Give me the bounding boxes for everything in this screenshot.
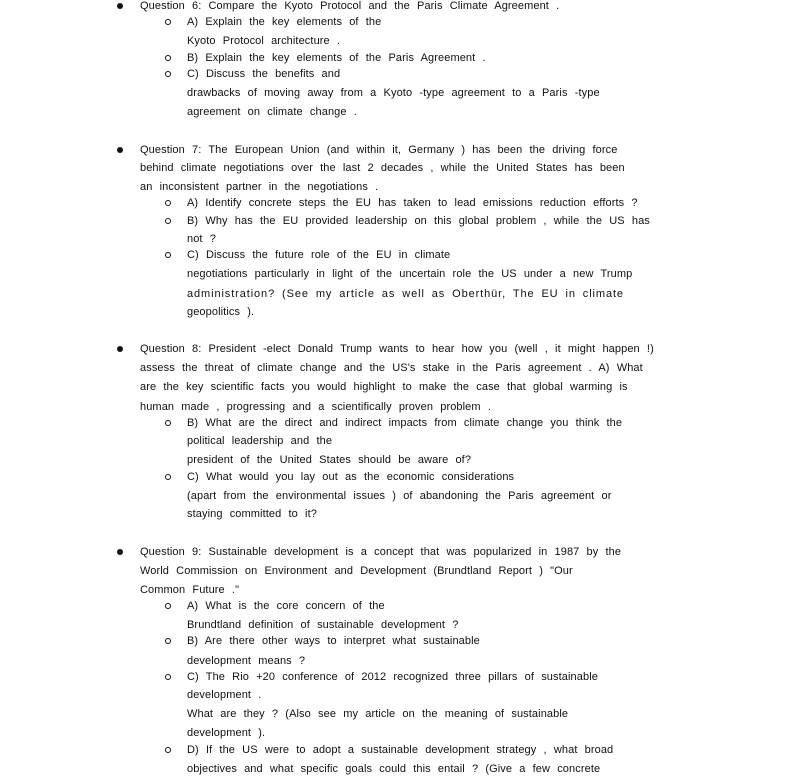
subquestion-text: agreement on climate change . <box>187 106 357 118</box>
question-text: Common Future ." <box>140 584 240 596</box>
bullet-icon <box>117 346 123 352</box>
bullet-icon <box>117 147 123 153</box>
sub-bullet-icon <box>165 200 171 206</box>
subquestion-text: C) Discuss the benefits and <box>187 68 341 80</box>
bullet-icon <box>117 549 123 555</box>
question-text: Question 9: Sustainable development is a concept that was popularized in 1987 by the <box>140 546 622 558</box>
subquestion-text: What are they ? (Also see my article on the meaning of sustainable <box>187 708 569 720</box>
subquestion-text: development . <box>187 689 262 701</box>
subquestion-text: drawbacks of moving away from a Kyoto -type agreement to a Paris -type <box>187 87 600 99</box>
subquestion-text: B) What are the direct and indirect impacts from climate change you think the <box>187 417 623 429</box>
question-text: assess the threat of climate change and the US's stake in the Paris agreement . A) What <box>140 362 643 374</box>
subquestion-text: C) The Rio +20 conference of 2012 recognized three pillars of sustainable <box>187 671 598 683</box>
subquestion-text: Kyoto Protocol architecture . <box>187 35 341 47</box>
subquestion-text: administration? (See my article as well as Oberthür, The EU in climate <box>187 288 624 300</box>
sub-bullet-icon <box>165 218 171 224</box>
question-text: World Commission on Environment and Development (Brundtland Report ) "Our <box>140 565 573 577</box>
subquestion-text: geopolitics ). <box>187 306 255 318</box>
subquestion-text: negotiations particularly in light of the uncertain role the US under a new Trump <box>187 268 633 280</box>
sub-bullet-icon <box>165 603 171 609</box>
question-text: an inconsistent partner in the negotiations . <box>140 181 379 193</box>
sub-bullet-icon <box>165 19 171 25</box>
question-text: Question 8: President -elect Donald Trump wants to hear how you (well , it might happen !) <box>140 343 654 355</box>
subquestion-text: C) Discuss the future role of the EU in climate <box>187 249 451 261</box>
subquestion-text: B) Why has the EU provided leadership on this global problem , while the US has <box>187 215 650 227</box>
subquestion-text: president of the United States should be aware of? <box>187 454 472 466</box>
subquestion-text: A) Identify concrete steps the EU has taken to lead emissions reduction efforts ? <box>187 197 638 209</box>
question-text: are the key scientific facts you would highlight to make the case that global warming is <box>140 381 628 393</box>
subquestion-text: (apart from the environmental issues ) of abandoning the Paris agreement or <box>187 490 612 502</box>
sub-bullet-icon <box>165 55 171 61</box>
subquestion-text: political leadership and the <box>187 435 333 447</box>
subquestion-text: Brundtland definition of sustainable development ? <box>187 619 459 631</box>
bullet-icon <box>117 3 123 9</box>
subquestion-text: development means ? <box>187 655 306 667</box>
sub-bullet-icon <box>165 747 171 753</box>
subquestion-text: B) Are there other ways to interpret what sustainable <box>187 635 480 647</box>
subquestion-text: development ). <box>187 727 266 739</box>
subquestion-text: objectives and what specific goals could this entail ? (Give a few concrete <box>187 763 601 775</box>
subquestion-text: B) Explain the key elements of the Paris Agreement . <box>187 52 486 64</box>
subquestion-text: C) What would you lay out as the economic considerations <box>187 471 515 483</box>
sub-bullet-icon <box>165 71 171 77</box>
subquestion-text: A) What is the core concern of the <box>187 600 385 612</box>
question-text: Question 7: The European Union (and within it, Germany ) has been the driving force <box>140 144 618 156</box>
sub-bullet-icon <box>165 638 171 644</box>
sub-bullet-icon <box>165 420 171 426</box>
question-text: Question 6: Compare the Kyoto Protocol and the Paris Climate Agreement . <box>140 0 560 12</box>
sub-bullet-icon <box>165 474 171 480</box>
sub-bullet-icon <box>165 252 171 258</box>
sub-bullet-icon <box>165 674 171 680</box>
question-text: behind climate negotiations over the last 2 decades , while the United States has been <box>140 162 625 174</box>
subquestion-text: staying committed to it? <box>187 508 317 520</box>
question-text: human made , progressing and a scientifically proven problem . <box>140 401 491 413</box>
subquestion-text: A) Explain the key elements of the <box>187 16 382 28</box>
subquestion-text: not ? <box>187 233 216 245</box>
subquestion-text: D) If the US were to adopt a sustainable development strategy , what broad <box>187 744 614 756</box>
